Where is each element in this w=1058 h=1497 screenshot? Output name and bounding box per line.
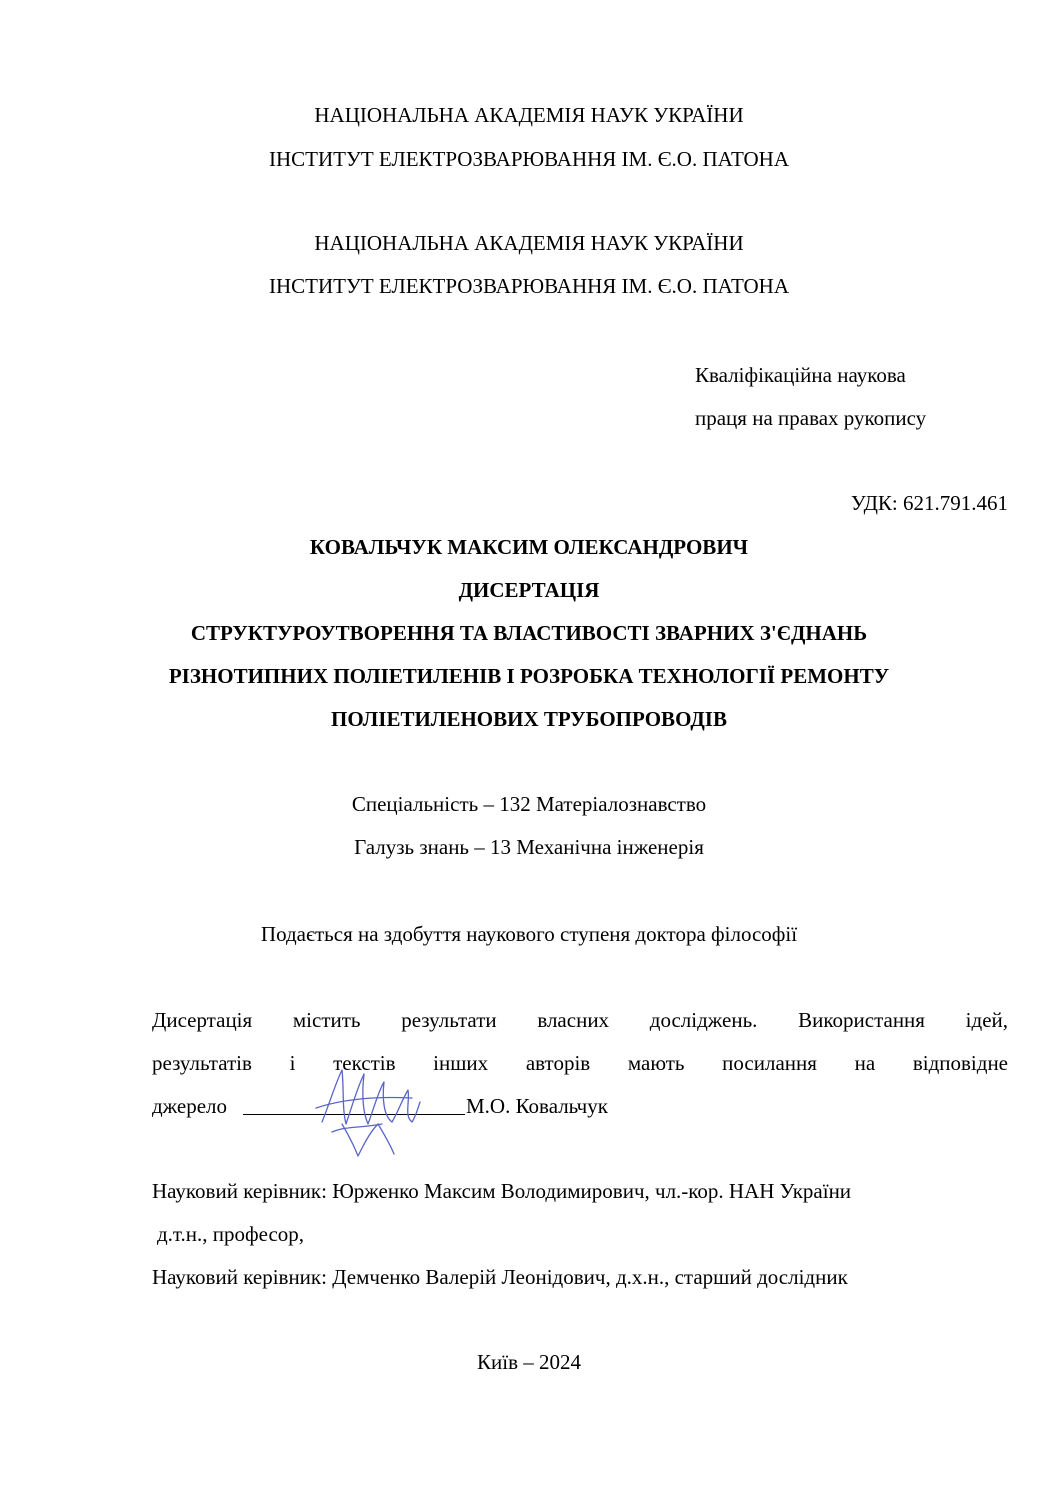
document-type: ДИСЕРТАЦІЯ [458,578,600,602]
udk-code: УДК: 621.791.461 [850,491,1008,515]
dissertation-title-line1: СТРУКТУРОУТВОРЕННЯ ТА ВЛАСТИВОСТІ ЗВАРНИХ З'ЄДНАНЬ [190,621,868,645]
manuscript-note-line2: праця на правах рукопису [695,406,927,430]
declaration-signer: М.О. Ковальчук [466,1094,608,1118]
specialty: Спеціальність – 132 Матеріалознавство [351,792,707,816]
handwritten-signature [312,1062,422,1158]
supervisor-1-degree: д.т.н., професор, [157,1222,305,1246]
declaration-line2: результатів і текстів інших авторів мають посилання на відповідне [152,1051,1008,1075]
knowledge-field: Галузь знань – 13 Механічна інженерія [354,835,704,859]
institute-name-repeat: ІНСТИТУТ ЕЛЕКТРОЗВАРЮВАННЯ ІМ. Є.О. ПАТОНА [268,274,790,298]
manuscript-note-line1: Кваліфікаційна наукова [695,363,906,387]
declaration-prefix: джерело [152,1094,228,1118]
supervisor-2: Науковий керівник: Демченко Валерій Леонідович, д.х.н., старший дослідник [152,1265,848,1289]
declaration-line1: Дисертація містить результати власних досліджень. Використання ідей, [152,1008,1008,1032]
academy-name: НАЦІОНАЛЬНА АКАДЕМІЯ НАУК УКРАЇНИ [314,103,744,127]
institute-name: ІНСТИТУТ ЕЛЕКТРОЗВАРЮВАННЯ ІМ. Є.О. ПАТОНА [268,147,790,171]
academy-name-repeat: НАЦІОНАЛЬНА АКАДЕМІЯ НАУК УКРАЇНИ [314,231,744,255]
place-and-year: Київ – 2024 [477,1350,581,1374]
supervisor-1: Науковий керівник: Юрженко Максим Володимирович, чл.-кор. НАН України [152,1179,852,1203]
dissertation-title-line3: ПОЛІЕТИЛЕНОВИХ ТРУБОПРОВОДІВ [331,707,727,731]
author-name: КОВАЛЬЧУК МАКСИМ ОЛЕКСАНДРОВИЧ [309,535,749,559]
dissertation-title-line2: РІЗНОТИПНИХ ПОЛІЕТИЛЕНІВ І РОЗРОБКА ТЕХНОЛОГІЇ РЕМОНТУ [168,664,890,688]
degree-statement: Подається на здобуття наукового ступеня доктора філософії [260,922,798,946]
